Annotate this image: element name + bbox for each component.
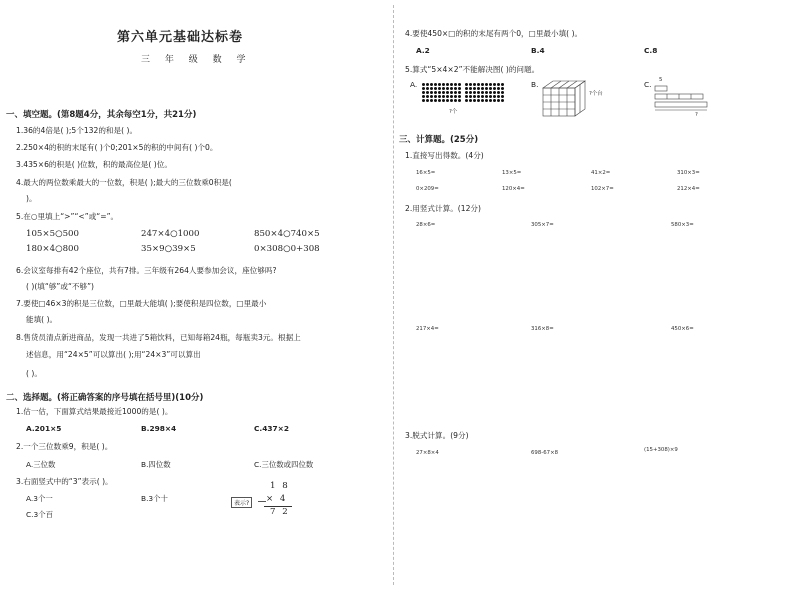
page-title: 第六单元基础达标卷	[117, 30, 244, 45]
figure-a-dot	[465, 99, 468, 102]
figure-a-dot	[438, 99, 441, 102]
section2-heading: 二、选择题。(将正确答案的序号填在括号里)(10分)	[6, 393, 204, 403]
question-1-4b: )。	[26, 194, 37, 203]
question-1-2: 2.250×4的积的末尾有( )个0;201×5的积的中间有( )个0。	[16, 143, 218, 152]
figure-a-dot	[493, 99, 496, 102]
figure-a-dot	[442, 99, 445, 102]
vertical-calc: 28×6=	[416, 222, 436, 228]
page-subtitle: 三 年 级 数 学	[141, 55, 252, 65]
vertical-calc: 450×6=	[671, 326, 694, 332]
question-1-8a: 8.售货员清点新进商品，发现一共进了5箱饮料，已知每箱24瓶，每瓶卖3元。根据上	[16, 333, 301, 342]
question-1-6a: 6.会议室每排有42个座位，共有7排。三年级有264人要参加会议，座位够吗?	[16, 266, 277, 275]
calc-row: 1 8	[270, 481, 290, 491]
oral-calc: 13×5=	[502, 170, 522, 176]
subsection-3-3: 3.脱式计算。(9分)	[405, 431, 469, 440]
option-b: B.4	[531, 46, 545, 55]
figure-a-label: A.	[410, 80, 418, 89]
figure-a-dot	[477, 99, 480, 102]
calc-row: × 4	[266, 494, 288, 504]
step-calc: (15+308)×9	[644, 447, 678, 453]
figure-a-dot	[501, 99, 504, 102]
compare-item: 180×4○800	[26, 244, 79, 254]
subsection-3-2: 2.用竖式计算。(12分)	[405, 204, 481, 213]
option-b: B.3个十	[141, 494, 168, 503]
figure-c-question: ?	[695, 112, 698, 118]
oral-calc: 16×5=	[416, 170, 436, 176]
figure-a-dot	[485, 99, 488, 102]
figure-b-question: ?个台	[589, 91, 603, 97]
compare-item: 0×308○0+308	[254, 244, 320, 254]
figure-a-question: ?个	[449, 109, 458, 115]
figure-a-dot	[489, 99, 492, 102]
option-c: C.437×2	[254, 424, 289, 433]
figure-b-label: B.	[531, 80, 539, 89]
option-c: C.3个百	[26, 510, 53, 519]
option-c: C.三位数或四位数	[254, 460, 314, 469]
figure-a-dots	[421, 81, 517, 101]
question-2-5: 5.算式“5×4×2”不能解决图( )的问题。	[405, 65, 540, 74]
question-1-6b: ( )(填“够”或“不够”)	[26, 282, 94, 291]
question-1-5: 5.在○里填上“>”“<”或“=”。	[16, 212, 119, 221]
figure-a-dot	[446, 99, 449, 102]
figure-c-bars	[652, 84, 710, 116]
question-1-1: 1.36的4倍是( );5个132的和是( )。	[16, 126, 138, 135]
oral-calc: 120×4=	[502, 186, 525, 192]
calc-row: 7 2	[270, 507, 290, 517]
vertical-calc: 217×4=	[416, 326, 439, 332]
figure-b-cubes	[540, 78, 588, 118]
step-calc: 27×8×4	[416, 450, 439, 456]
figure-c-number: 5	[659, 77, 663, 83]
question-1-4a: 4.最大的两位数乘最大的一位数，积是( );最大的三位数乘0积是(	[16, 178, 232, 187]
oral-calc: 212×4=	[677, 186, 700, 192]
vertical-calc: 305×7=	[531, 222, 554, 228]
figure-a-dot	[426, 99, 429, 102]
question-1-7a: 7.要使□46×3的积是三位数，□里最大能填( );要使积是四位数，□里最小	[16, 299, 267, 308]
question-1-8c: ( )。	[26, 369, 42, 378]
compare-item: 35×9○39×5	[141, 244, 196, 254]
option-c: C.8	[644, 46, 658, 55]
figure-a-dot	[430, 99, 433, 102]
figure-a-dot	[469, 99, 472, 102]
option-b: B.四位数	[141, 460, 171, 469]
oral-calc: 310×3=	[677, 170, 700, 176]
option-a: A.3个一	[26, 494, 53, 503]
figure-a-dot	[422, 99, 425, 102]
compare-item: 105×5○500	[26, 229, 79, 239]
step-calc: 698-67×8	[531, 450, 559, 456]
figure-a-dot	[450, 99, 453, 102]
question-1-3: 3.435×6的积是( )位数，积的最高位是( )位。	[16, 160, 172, 169]
figure-c-label: C.	[644, 80, 652, 89]
calc-tag: 表示?	[231, 497, 252, 508]
option-b: B.298×4	[141, 424, 177, 433]
compare-item: 247×4○1000	[141, 229, 200, 239]
calc-arrow	[258, 501, 266, 502]
section3-heading: 三、计算题。(25分)	[399, 135, 479, 145]
section1-heading: 一、填空题。(第8题4分，其余每空1分，共21分)	[6, 110, 197, 120]
vertical-calc: 580×3=	[671, 222, 694, 228]
vertical-calc: 316×8=	[531, 326, 554, 332]
oral-calc: 0×209=	[416, 186, 439, 192]
figure-a-dot	[454, 99, 457, 102]
question-2-1: 1.估一估，下面算式结果最接近1000的是( )。	[16, 407, 173, 416]
oral-calc: 102×7=	[591, 186, 614, 192]
question-2-3: 3.右面竖式中的“3”表示( )。	[16, 477, 113, 486]
column-divider	[393, 5, 394, 585]
figure-a-dot	[473, 99, 476, 102]
question-1-7b: 能填( )。	[26, 315, 58, 324]
option-a: A.2	[416, 46, 430, 55]
figure-a-dot	[497, 99, 500, 102]
question-2-4: 4.要使450×□的积的末尾有两个0，□里最小填( )。	[405, 29, 583, 38]
oral-calc: 41×2=	[591, 170, 611, 176]
option-a: A.201×5	[26, 424, 62, 433]
question-1-8b: 述信息，用“24×5”可以算出( );用“24×3”可以算出	[26, 350, 201, 359]
figure-a-dot	[458, 99, 461, 102]
compare-item: 850×4○740×5	[254, 229, 320, 239]
figure-a-dot	[481, 99, 484, 102]
question-2-2: 2.一个三位数乘9，积是( )。	[16, 442, 113, 451]
option-a: A.三位数	[26, 460, 56, 469]
subsection-3-1: 1.直接写出得数。(4分)	[405, 151, 484, 160]
figure-a-dot	[434, 99, 437, 102]
